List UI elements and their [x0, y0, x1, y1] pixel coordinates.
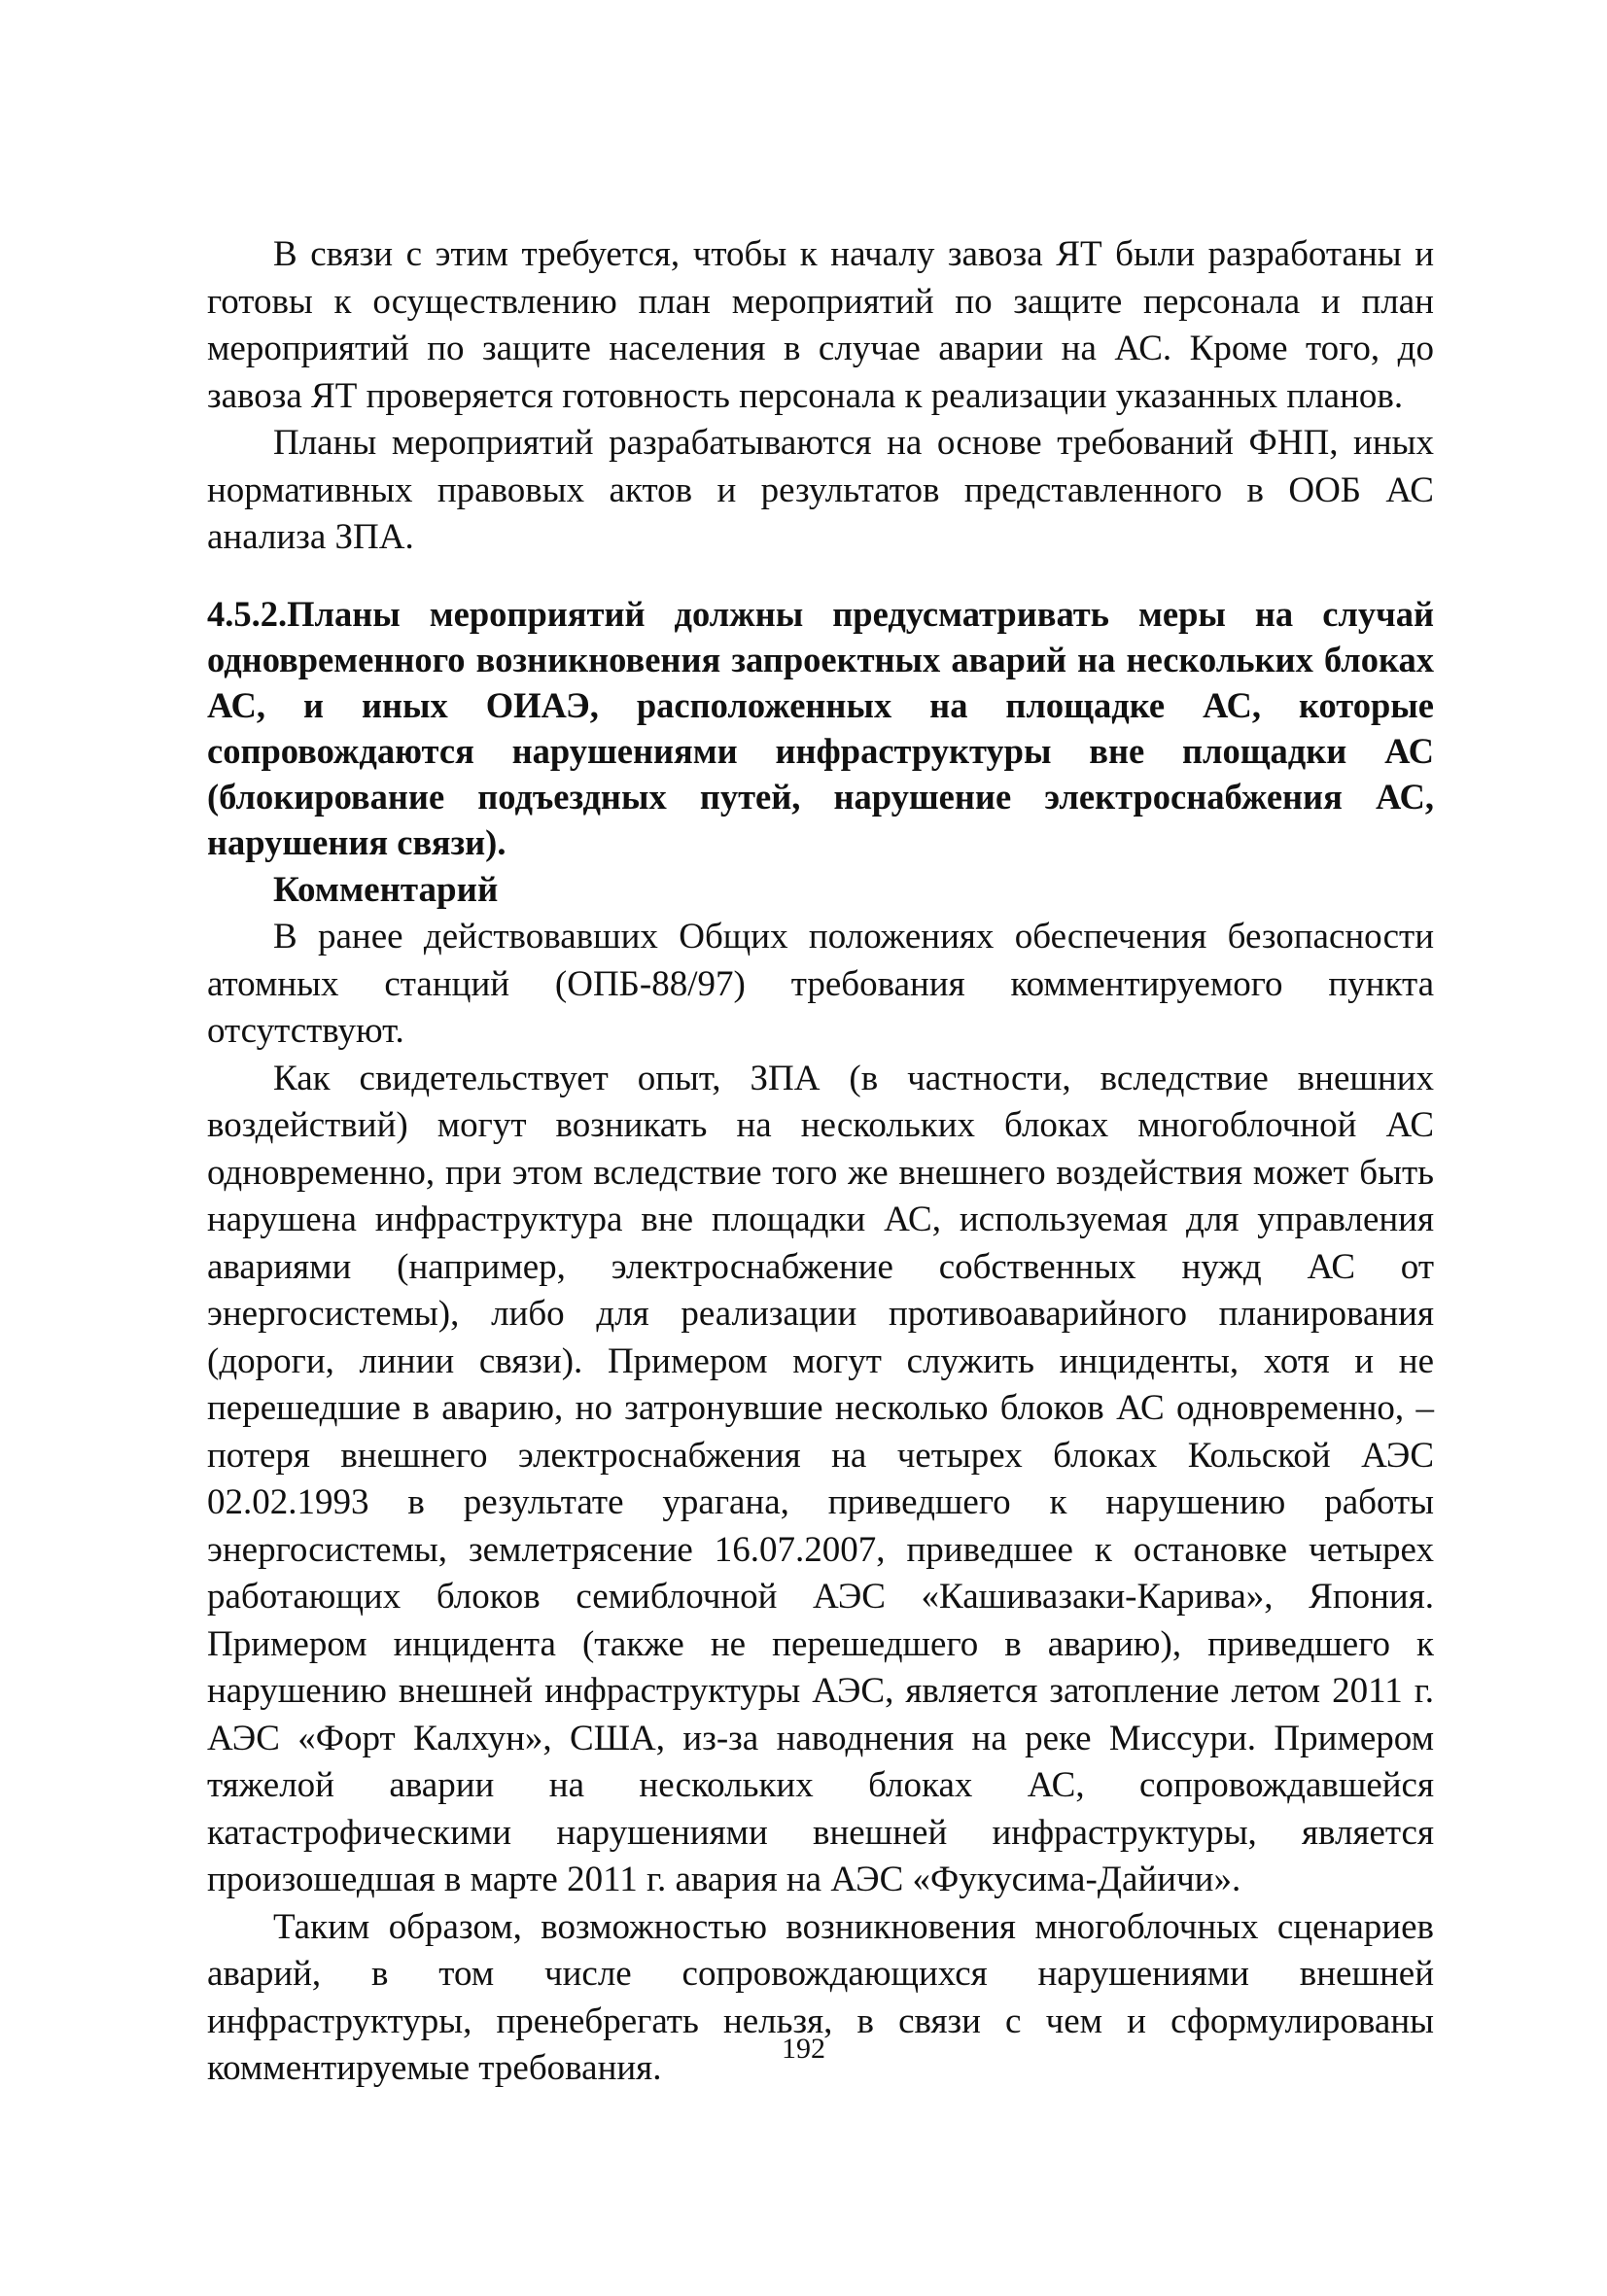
comment-paragraph-conclusion: Таким образом, возможностью возникновения многоблочных сценариев аварий, в том числе сопровождающихся нарушениями внешней инфраструктуры, пренебрегать нельзя, в связи с чем и сформулированы комментируемые требования. [207, 1906, 1434, 2088]
comment-paragraph-experience: Как свидетельствует опыт, ЗПА (в частности, вследствие внешних воздействий) могут возникать на нескольких блоках многоблочной АС одновременно, при этом вследствие того же внешнего воздействия может быть нарушена инфраструктура вне площадки АС, используемая для управления авариями (например, электроснабжение собственных нужд АС от энергосистемы), либо для реализации противоаварийного планирования (дороги, линии связи). Примером могут служить инциденты, хотя и не перешедшие в аварию, но затронувшие несколько блоков АС одновременно, – потеря внешнего электроснабжения на четырех блоках Кольской АЭС 02.02.1993 в результате урагана, приведшего к нарушению работы энергосистемы, землетрясение 16.07.2007, приведшее к остановке четырех работающих блоков семиблочной АЭС «Кашивазаки-Карива», Япония. Примером инцидента (также не перешедшего в аварию), приведшего к нарушению внешней инфраструктуры АЭС, является затопление летом 2011 г. АЭС «Форт Калхун», США, из-за наводнения на реке Миссури. Примером тяжелой аварии на нескольких блоках АС, сопровождавшейся катастрофическими нарушениями внешней инфраструктуры, является произошедшая в марте 2011 г. авария на АЭС «Фукусима-Дайичи». [207, 1058, 1434, 1899]
paragraph-intro: В связи с этим требуется, чтобы к началу завоза ЯТ были разработаны и готовы к осуществлению план мероприятий по защите персонала и план мероприятий по защите населения в случае аварии на АС. Кроме того, до завоза ЯТ проверяется готовность персонала к реализации указанных планов. [207, 234, 1434, 416]
document-page [207, 231, 1434, 2093]
comment-paragraph-opb: В ранее действовавших Общих положениях обеспечения безопасности атомных станций (ОПБ-88/97) требования комментируемого пункта отсутствуют. [207, 917, 1434, 1051]
paragraph-plans-basis: Планы мероприятий разрабатываются на основе требований ФНП, иных нормативных правовых актов и результатов представленного в ООБ АС анализа ЗПА. [207, 423, 1434, 557]
clause-number: 4.5.2. [207, 593, 288, 634]
page-number: 192 [782, 2033, 825, 2065]
clause-text: Планы мероприятий должны предусматривать меры на случай одновременного возникновения запроектных аварий на нескольких блоках АС, и иных ОИАЭ, расположенных на площадке АС, которые сопровождаются нарушениями инфраструктуры вне площадки АС (блокирование подъездных путей, нарушение электроснабжения АС, нарушения связи). [207, 593, 1434, 862]
clause-4-5-2 [207, 591, 1434, 865]
comment-heading: Комментарий [273, 869, 499, 910]
